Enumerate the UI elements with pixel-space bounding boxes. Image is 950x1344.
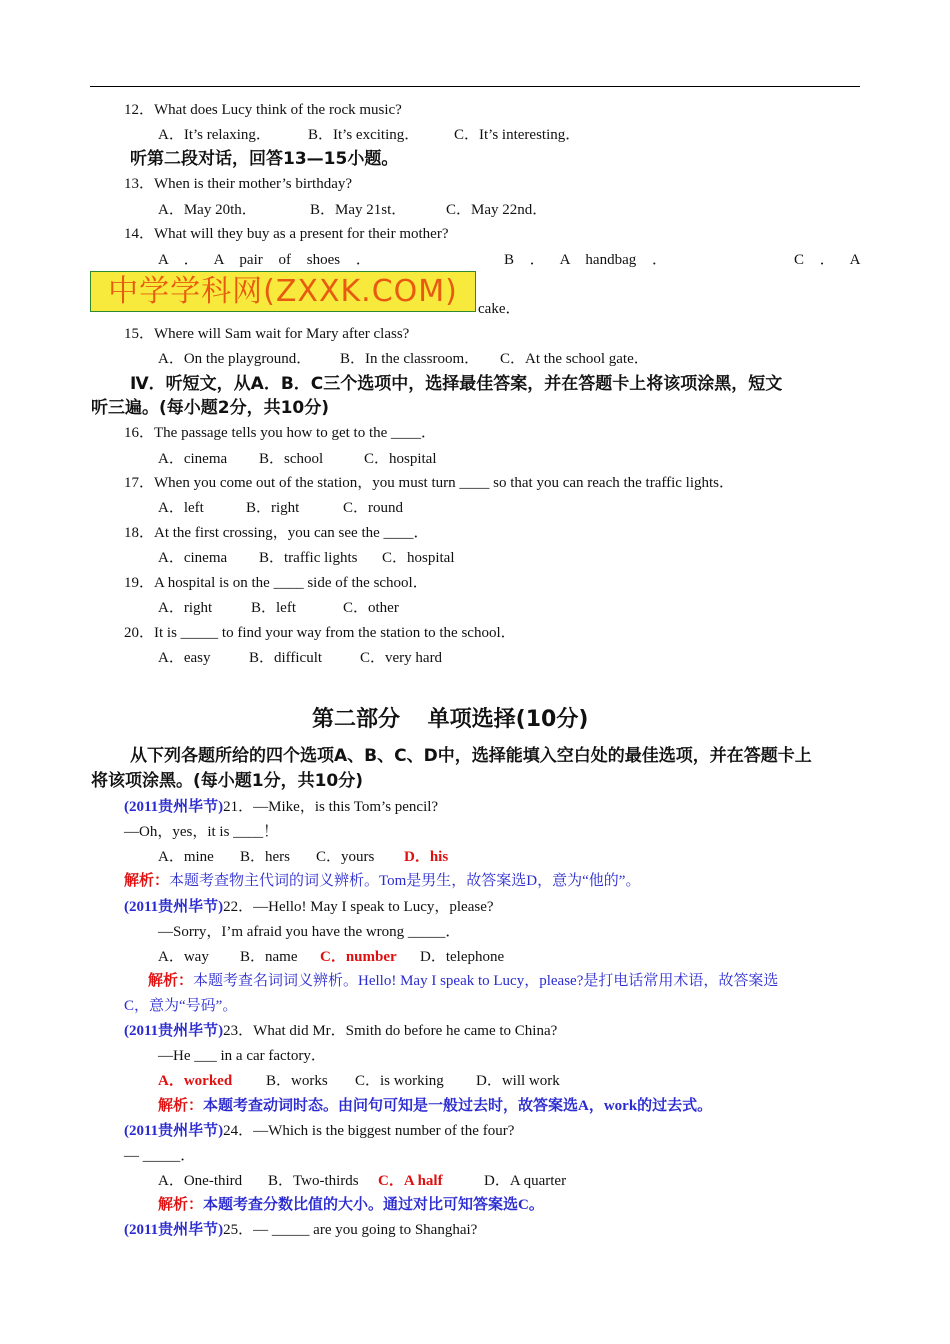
q20-option-b: B．difficult [249,650,323,666]
section-4-heading-line2: 听三遍。(每小题2分，共10分) [91,398,330,418]
q20-option-a: A．easy [158,650,211,666]
q19-option-b: B．left [251,600,296,616]
section-2-heading: 听第二段对话，回答13—15小题。 [130,149,399,169]
q19-option-a: A．right [158,600,213,616]
q24-question: 24．—Which is the biggest number of the four? [223,1123,515,1139]
part2-title: 第二部分 单项选择(10分) [312,707,589,732]
q15-stem: 15．Where will Sam wait for Mary after class? [124,326,410,342]
q12-option-a: A．It’s relaxing． [158,127,271,143]
q24-reply: — _____． [124,1148,196,1164]
q22-reply: —Sorry，I’m afraid you have the wrong _____． [158,924,461,940]
q24-option-b: B．Two-thirds [268,1173,359,1189]
q23-option-a-answer: A．worked [158,1073,233,1089]
q21-reply: —Oh，yes，it is ____！ [124,824,279,840]
part2-instruction-line1: 从下列各题所给的四个选项A、B、C、D中，选择能填入空白处的最佳选项，并在答题卡上 [130,746,812,766]
q14-option-b: B ． A handbag ． [504,252,667,268]
q24-option-a: A．One-third [158,1173,243,1189]
q18-option-c: C．hospital [382,550,455,566]
q24-option-c-answer: C．A half [378,1173,443,1189]
q25-stem [124,1220,477,1240]
q24-explanation-label: 解析： [158,1197,204,1213]
part2-instruction-line2: 将该项涂黑。(每小题1分，共10分) [91,771,364,791]
q22-question: 22．—Hello! May I speak to Lucy，please? [223,899,494,915]
q14-stem: 14．What will they buy as a present for their mother? [124,226,449,242]
q16-option-b: B．school [259,451,324,467]
q12-option-c: C．It’s interesting． [454,127,581,143]
q23-option-d: D．will work [476,1073,560,1089]
q21-source: (2011贵州毕节) [124,799,224,815]
q22-option-c-answer: C．number [320,949,397,965]
q21-explanation-label: 解析： [124,873,170,889]
q16-stem: 16．The passage tells you how to get to the ____． [124,425,437,441]
q18-stem: 18．At the first crossing，you can see the ____． [124,525,429,541]
q14-option-c: C ． A [794,252,861,268]
q15-option-c: C．At the school gate． [500,351,649,367]
q17-option-b: B．right [246,500,300,516]
q23-explanation-text: 本题考查动词时态。由问句可知是一般过去时，故答案选A，work的过去式。 [203,1098,713,1114]
q21-option-c: C．yours [316,849,375,865]
q21-option-d-answer: D．his [404,849,449,865]
q16-option-a: A．cinema [158,451,228,467]
q14-option-c-cont: cake． [478,301,521,317]
q23-source: (2011贵州毕节) [124,1023,224,1039]
q22-explanation-text: 本题考查名词词义辨析。Hello! May I speak to Lucy，please?是打电话常用术语，故答案选 [193,973,779,989]
q23-option-c: C．is working [355,1073,444,1089]
q21-option-a: A．mine [158,849,214,865]
q22-explanation-label: 解析： [148,973,194,989]
q22-option-b: B．name [240,949,298,965]
q22-source: (2011贵州毕节) [124,899,224,915]
q13-stem: 13．When is their mother’s birthday? [124,176,353,192]
q14-option-a: A ． A pair of shoes ． [158,252,371,268]
q18-option-b: B．traffic lights [259,550,358,566]
q23-question: 23．What did Mr．Smith do before he came to China? [223,1023,558,1039]
q19-stem: 19．A hospital is on the ____ side of the school． [124,575,428,591]
q24-explanation-text: 本题考查分数比值的大小。通过对比可知答案选C。 [203,1197,544,1213]
q25-question: 25．— _____ are you going to Shanghai? [223,1222,478,1238]
q18-option-a: A．cinema [158,550,228,566]
q22-stem [124,897,494,917]
q24-option-d: D．A quarter [484,1173,567,1189]
zxxk-logo-watermark: 中学学科网(ZXXK.COM) [90,271,476,312]
q12-option-b: B．It’s exciting． [308,127,420,143]
q15-option-a: A．On the playground． [158,351,312,367]
q25-source: (2011贵州毕节) [124,1222,224,1238]
q17-stem: 17．When you come out of the station，you must turn ____ so that you can reach the traffic lights． [124,475,735,491]
q23-explanation [158,1096,712,1116]
q22-explanation-cont: C，意为“号码”。 [124,998,238,1014]
q13-option-a: A．May 20th． [158,202,257,218]
q23-stem [124,1021,557,1041]
q21-option-b: B．hers [240,849,290,865]
q13-option-c: C．May 22nd． [446,202,548,218]
q23-option-b: B．works [266,1073,328,1089]
q21-stem [124,797,438,817]
q24-source: (2011贵州毕节) [124,1123,224,1139]
q24-stem [124,1121,514,1141]
q24-explanation [158,1195,544,1215]
q19-option-c: C．other [343,600,399,616]
q17-option-c: C．round [343,500,404,516]
q16-option-c: C．hospital [364,451,437,467]
q22-option-a: A．way [158,949,209,965]
header-rule [90,86,860,87]
q13-option-b: B．May 21st． [310,202,407,218]
q22-option-d: D．telephone [420,949,505,965]
q23-explanation-label: 解析： [158,1098,204,1114]
section-4-heading-line1: Ⅳ．听短文，从A．B．C三个选项中，选择最佳答案，并在答题卡上将该项涂黑，短文 [130,374,783,394]
q17-option-a: A．left [158,500,204,516]
q20-option-c: C．very hard [360,650,443,666]
q20-stem: 20．It is _____ to find your way from the station to the school． [124,625,516,641]
q21-explanation-text: 本题考查物主代词的词义辨析。Tom是男生，故答案选D，意为“他的”。 [169,873,641,889]
q21-explanation [124,871,640,891]
q12-stem: 12．What does Lucy think of the rock music? [124,102,402,118]
q15-option-b: B．In the classroom． [340,351,480,367]
q21-question: 21．—Mike，is this Tom’s pencil? [223,799,439,815]
q22-explanation [148,971,778,991]
q23-reply: —He ___ in a car factory． [158,1048,326,1064]
